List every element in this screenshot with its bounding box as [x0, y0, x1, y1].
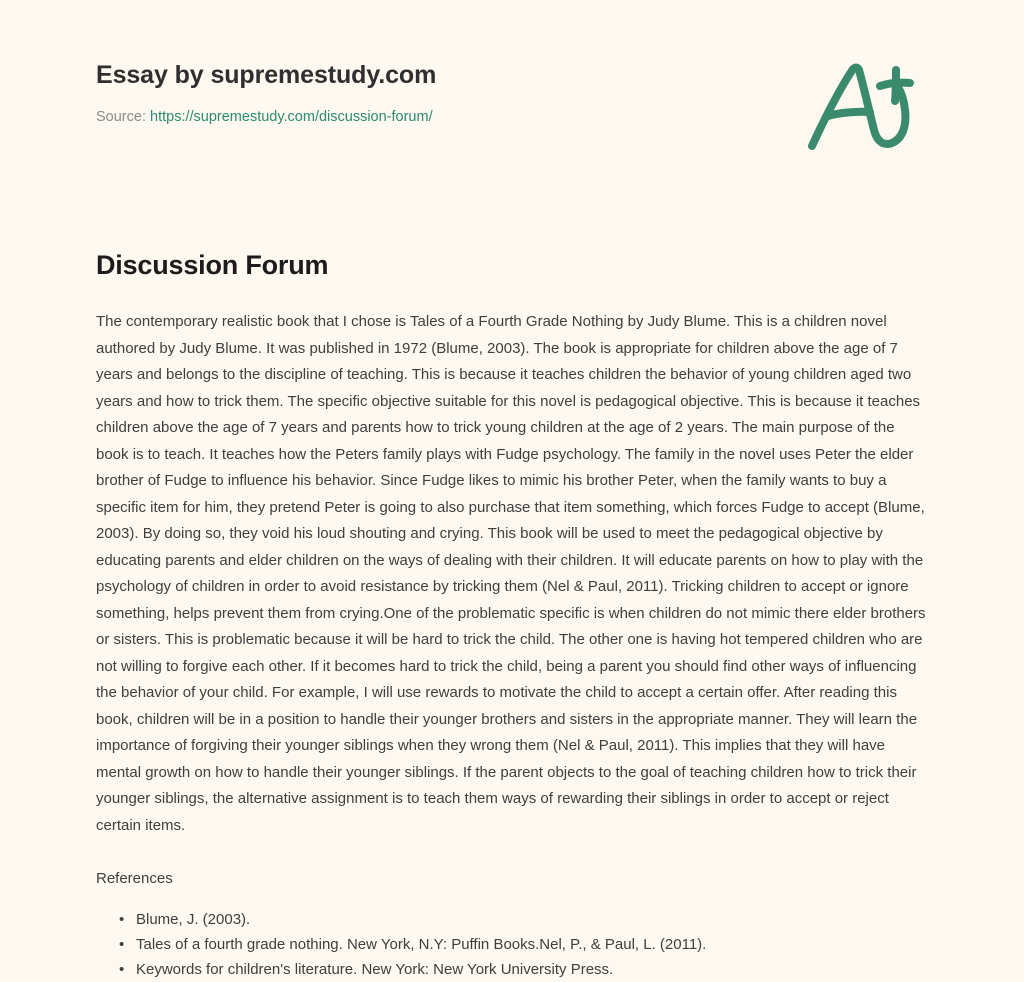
- list-item: • Tales of a fourth grade nothing. New York, N.Y: Puffin Books.Nel, P., & Paul, L. (2011).: [136, 932, 930, 957]
- article-title: Discussion Forum: [96, 250, 329, 280]
- site-header: [96, 62, 944, 162]
- article-body: The contemporary realistic book that I chose is Tales of a Fourth Grade Nothing by Judy Blume. This is a children novel authored by Judy Blume. It was published in 1972 (Blume, 2003). The book is appropriate for children above the age of 7 years and belongs to the discipline of teaching. This is because it teaches children the behavior of young children aged two years and how to trick them. The specific objective suitable for this novel is pedagogical objective. This is because it teaches children above the age of 7 years and parents how to trick young children at the age of 2 years. The main purpose of the book is to teach. It teaches how the Peters family plays with Fudge psychology. The family in the novel uses Peter the elder brother of Fudge to influence his behavior. Since Fudge likes to mimic his brother Peter, when the family wants to buy a specific item for him, they pretend Peter is going to also purchase that item something, which forces Fudge to accept (Blume, 2003). By doing so, they void his loud shouting and crying. This book will be used to meet the pedagogical objective by educating parents and elder children on the ways of dealing with their children. It will educate parents on how to play with the psychology of children in order to avoid resistance by tricking them (Nel & Paul, 2011). Tricking children to accept or ignore something, helps prevent them from crying.One of the problematic specific is when children do not mimic there elder brothers or sisters. This is problematic because it will be hard to trick the child. The other one is having hot tempered children who are not willing to forgive each other. If it becomes hard to trick the child, being a parent you should find other ways of influencing the behavior of your child. For example, I will use rewards to motivate the child to accept a certain offer. After reading this book, children will be in a position to handle their younger brothers and sisters in the appropriate manner. They will learn the importance of forgiving their younger siblings when they wrong them (Nel & Paul, 2011). This implies that they will have mental growth on how to handle their younger siblings. If the parent objects to the goal of teaching children how to trick their younger siblings, the alternative assignment is to teach them ways of rewarding their siblings in order to accept or reject certain items.: [96, 313, 926, 834]
- source-url-link[interactable]: https://supremestudy.com/discussion-forum/: [150, 108, 433, 125]
- source-line: [96, 108, 436, 127]
- references-list: [96, 907, 930, 982]
- page-title: Essay by supremestudy.com: [96, 61, 437, 89]
- list-item: • Keywords for children's literature. New York: New York University Press.: [136, 957, 930, 982]
- references-heading: References: [96, 870, 173, 888]
- list-item: • Blume, J. (2003).: [136, 907, 930, 932]
- article: [96, 250, 930, 982]
- a-plus-logo-icon: [804, 58, 922, 154]
- brand-block: [96, 62, 436, 126]
- source-label: Source:: [96, 108, 146, 125]
